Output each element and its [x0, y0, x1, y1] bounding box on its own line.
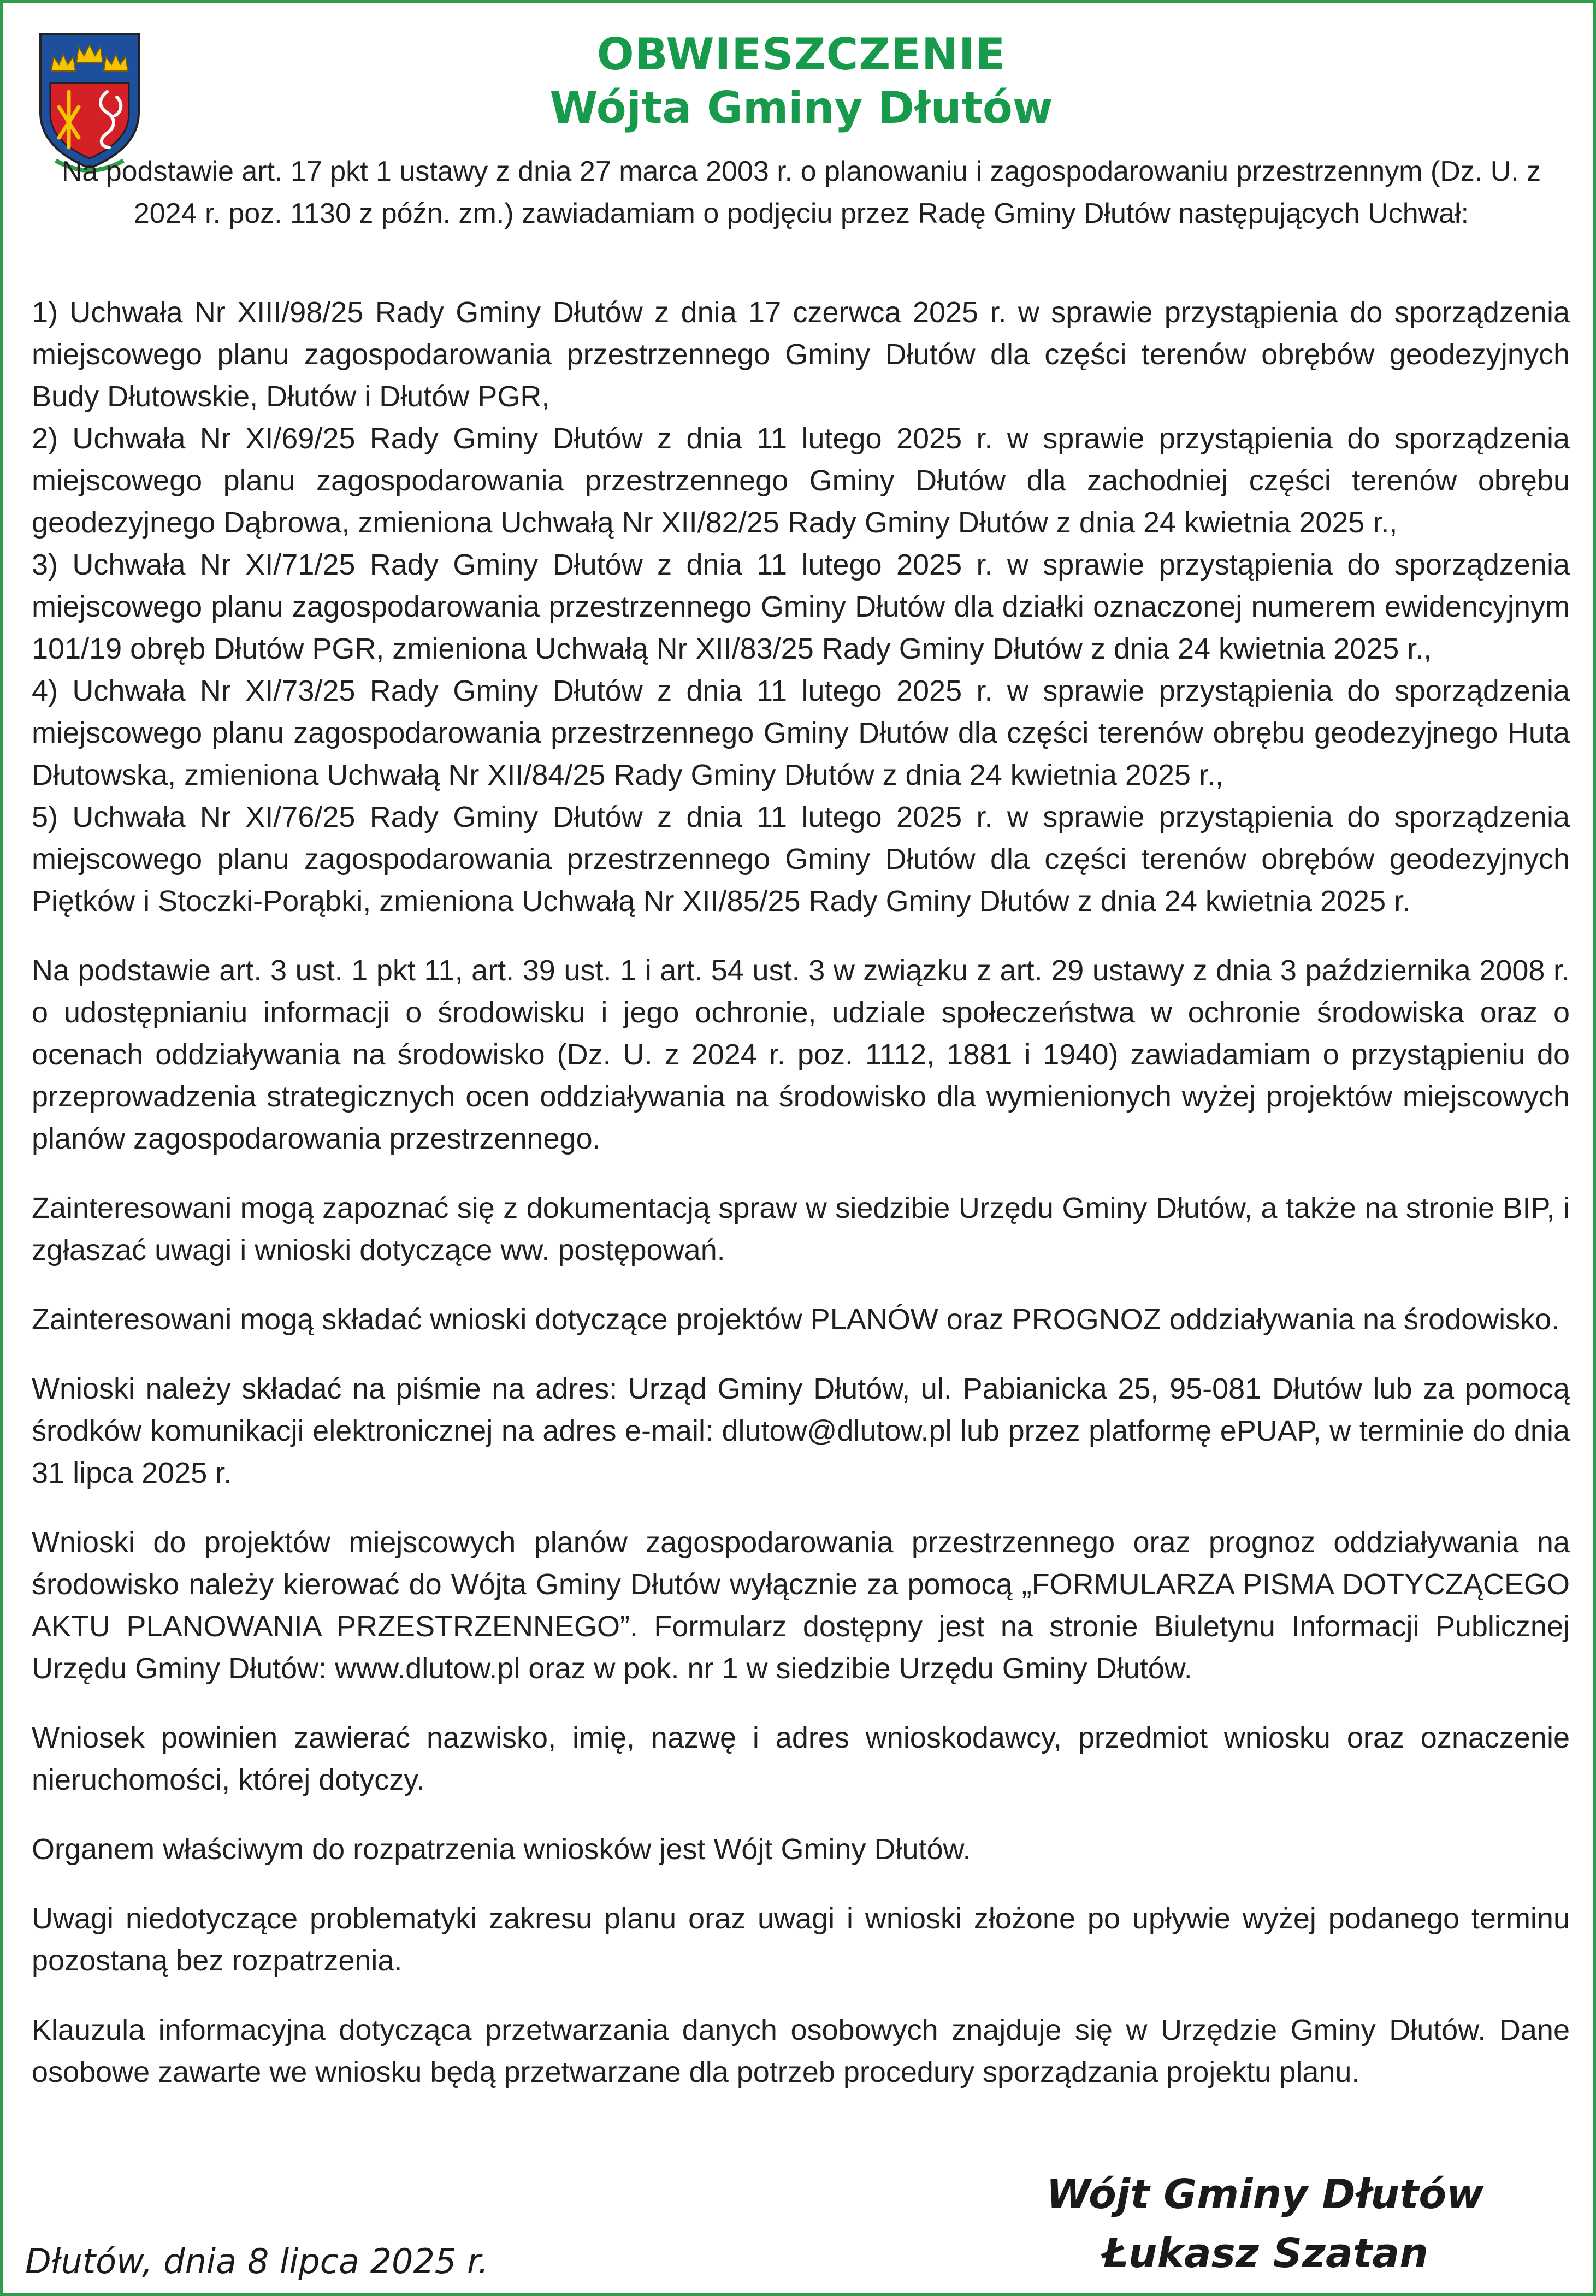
resolution-item: 2) Uchwała Nr XI/69/25 Rady Gminy Dłutów z dnia 11 lutego 2025 r. w sprawie przystąpienia do sporządzenia miejscowego planu zagospodarowania przestrzennego Gminy Dłutów dla zachodniej części terenów obrębu geodezyjnego Dąbrowa, zmieniona Uchwałą Nr XII/82/25 Rady Gminy Dłutów z dnia 24 kwietnia 2025 r.,: [32, 422, 1570, 539]
place-date: Dłutów, dnia 8 lipca 2025 r.: [25, 2241, 489, 2281]
authority-paragraph: Organem właściwym do rozpatrzenia wniosków jest Wójt Gminy Dłutów.: [32, 1833, 971, 1866]
privacy-clause-paragraph: Klauzula informacyjna dotycząca przetwarzania danych osobowych znajduje się w Urzędzie Gminy Dłutów. Dane osobowe zawarte we wniosku będą przetwarzane dla potrzeb procedury sporządzania projektu planu.: [32, 2014, 1570, 2088]
notice-title: OBWIESZCZENIE: [596, 29, 1006, 80]
resolutions-list: [32, 292, 1570, 922]
intro-paragraph: Na podstawie art. 17 pkt 1 ustawy z dnia 27 marca 2003 r. o planowaniu i zagospodarowaniu przestrzennym (Dz. U. z 2024 r. poz. 1130 z późn. zm.) zawiadamiam o podjęciu przez Radę Gminy Dłutów następujących Uchwał:: [61, 156, 1541, 229]
resolution-item: 5) Uchwała Nr XI/76/25 Rady Gminy Dłutów z dnia 11 lutego 2025 r. w sprawie przystąpienia do sporządzenia miejscowego planu zagospodarowania przestrzennego Gminy Dłutów dla części terenów obrębów geodezyjnych Piętków i Stoczki-Porąbki, zmieniona Uchwałą Nr XII/85/25 Rady Gminy Dłutów z dnia 24 kwietnia 2025 r.: [32, 801, 1570, 918]
resolution-item: 3) Uchwała Nr XI/71/25 Rady Gminy Dłutów z dnia 11 lutego 2025 r. w sprawie przystąpienia do sporządzenia miejscowego planu zagospodarowania przestrzennego Gminy Dłutów dla działki oznaczonej numerem ewidencyjnym 101/19 obręb Dłutów PGR, zmieniona Uchwałą Nr XII/83/25 Rady Gminy Dłutów z dnia 24 kwietnia 2025 r.,: [32, 548, 1570, 665]
resolution-item: 4) Uchwała Nr XI/73/25 Rady Gminy Dłutów z dnia 11 lutego 2025 r. w sprawie przystąpienia do sporządzenia miejscowego planu zagospodarowania przestrzennego Gminy Dłutów dla części terenów obrębu geodezyjnego Huta Dłutowska, zmieniona Uchwałą Nr XII/84/25 Rady Gminy Dłutów z dnia 24 kwietnia 2025 r.,: [32, 674, 1570, 791]
signature-name: Łukasz Szatan: [1102, 2230, 1428, 2277]
documentation-access-paragraph: Zainteresowani mogą zapoznać się z dokumentacją spraw w siedzibie Urzędu Gminy Dłutów, a także na stronie BIP, i zgłaszać uwagi i wnioski dotyczące ww. postępowań.: [32, 1192, 1570, 1267]
environment-assessment-paragraph: Na podstawie art. 3 ust. 1 pkt 11, art. 39 ust. 1 i art. 54 ust. 3 w związku z art. 29 ustawy z dnia 3 października 2008 r. o udostępnianiu informacji o środowisku i jego ochronie, udziale społeczeństwa w ochronie środowiska oraz o ocenach oddziaływania na środowisko (Dz. U. z 2024 r. poz. 1112, 1881 i 1940) zawiadamiam o przystąpieniu do przeprowadzenia strategicznych ocen oddziaływania na środowisko dla wymienionych wyżej projektów miejscowych planów zagospodarowania przestrzennego.: [32, 954, 1570, 1155]
form-paragraph: Wnioski do projektów miejscowych planów zagospodarowania przestrzennego oraz prognoz oddziaływania na środowisko należy kierować do Wójta Gminy Dłutów wyłącznie za pomocą „FORMULARZA PISMA DOTYCZĄCEGO AKTU PLANOWANIA PRZESTRZENNEGO”. Formularz dostępny jest na stronie Biuletynu Informacji Publicznej Urzędu Gminy Dłutów: www.dlutow.pl oraz w pok. nr 1 w siedzibie Urzędu Gminy Dłutów.: [32, 1526, 1570, 1685]
motions-paragraph: Zainteresowani mogą składać wnioski dotyczące projektów PLANÓW oraz PROGNOZ oddziaływania na środowisko.: [32, 1303, 1560, 1336]
signature-title: Wójt Gminy Dłutów: [1046, 2171, 1484, 2218]
notice-subtitle: Wójta Gminy Dłutów: [549, 82, 1053, 133]
resolution-item: 1) Uchwała Nr XIII/98/25 Rady Gminy Dłutów z dnia 17 czerwca 2025 r. w sprawie przystąpienia do sporządzenia miejscowego planu zagospodarowania przestrzennego Gminy Dłutów dla części terenów obrębów geodezyjnych Budy Dłutowskie, Dłutów i Dłutów PGR,: [32, 296, 1570, 413]
out-of-scope-paragraph: Uwagi niedotyczące problematyki zakresu planu oraz uwagi i wnioski złożone po upływie wyżej podanego terminu pozostaną bez rozpatrzenia.: [32, 1902, 1570, 1977]
content-requirements-paragraph: Wniosek powinien zawierać nazwisko, imię, nazwę i adres wnioskodawcy, przedmiot wniosku oraz oznaczenie nieruchomości, której dotyczy.: [32, 1721, 1570, 1796]
submission-paragraph: Wnioski należy składać na piśmie na adres: Urząd Gminy Dłutów, ul. Pabianicka 25, 95-081 Dłutów lub za pomocą środków komunikacji elektronicznej na adres e-mail: dlutow@dlutow.pl lub przez platformę ePUAP, w terminie do dnia 31 lipca 2025 r.: [32, 1372, 1570, 1489]
notice-body: [32, 292, 1570, 2093]
